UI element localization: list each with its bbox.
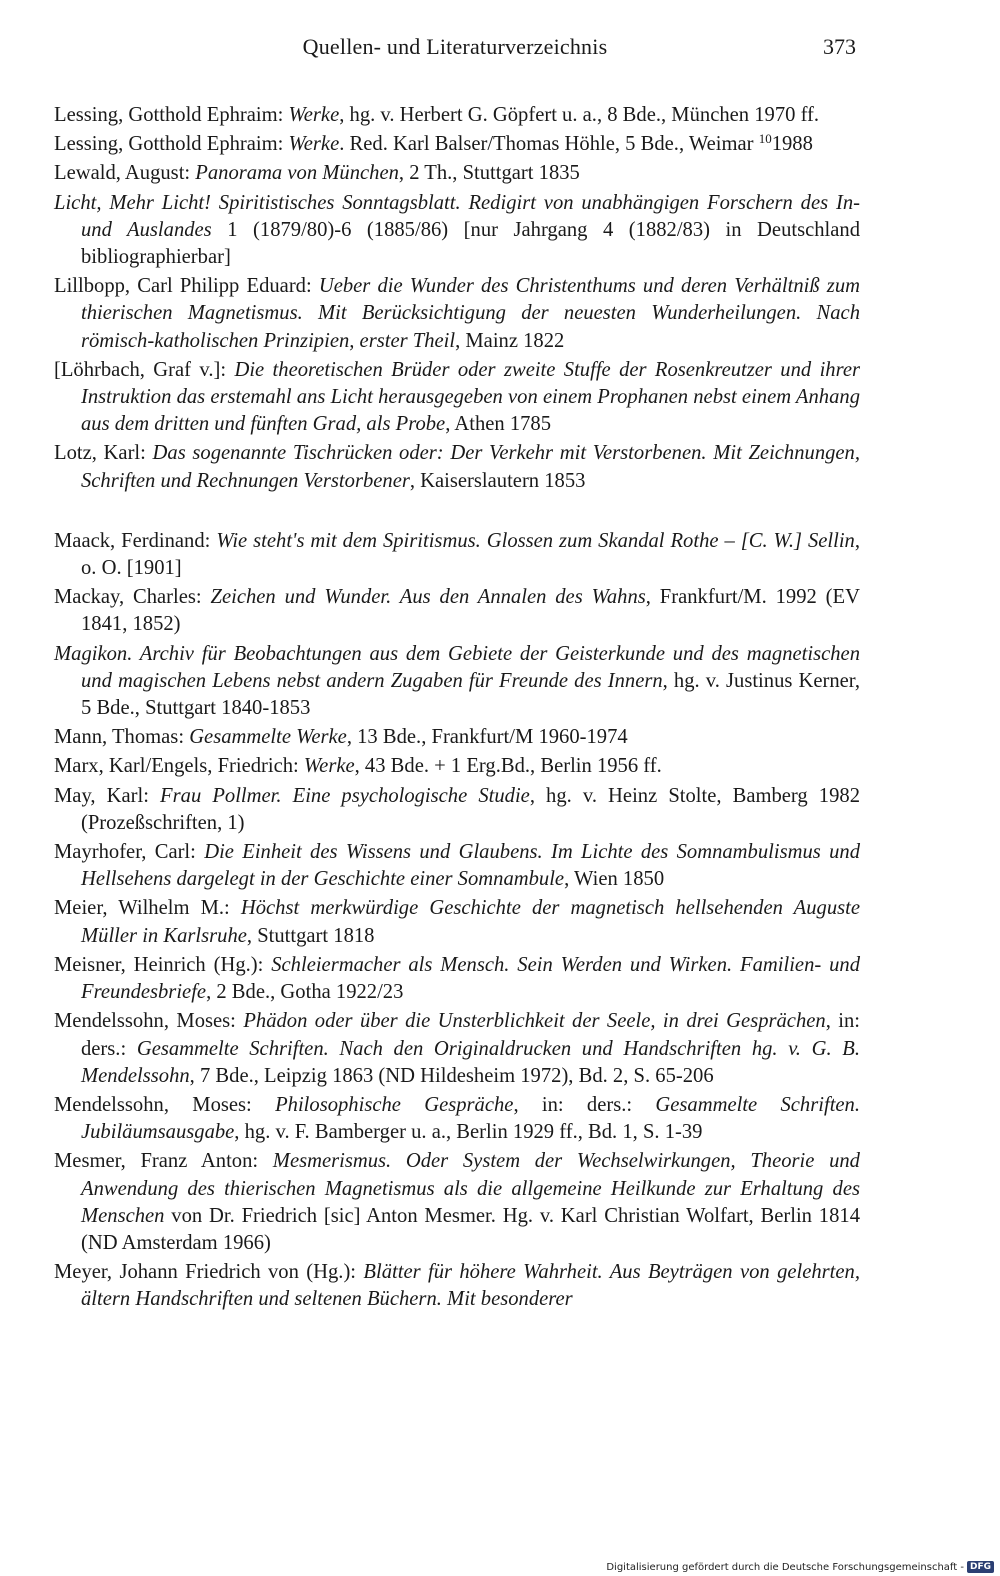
- running-title: Quellen- und Literaturverzeichnis: [302, 34, 608, 59]
- bibliography-entry: [54, 273, 860, 355]
- bibliography-entry: [54, 357, 860, 439]
- bibliography-entry: [54, 528, 860, 582]
- entry-title-italic: Licht, Mehr Licht! Spiritistisches Sonntagsblatt. Redigirt von unabhängigen Forschern des In- und Auslandes: [54, 191, 860, 241]
- entry-text: Lillbopp, Carl Philipp Eduard:: [54, 275, 319, 298]
- entry-text: , Stuttgart 1818: [246, 924, 375, 947]
- entry-title-italic: Frau Pollmer. Eine psychologische Studie: [160, 784, 530, 807]
- entry-title-italic: Die theoretischen Brüder oder zweite Stuffe der Rosenkreutzer und ihrer Instruktion das erstemahl ans Licht herausgegeben von einem Prophanen nebst einem Anhang aus dem dritten und fünften Grad, als Probe: [81, 358, 860, 436]
- bibliography-entry: [54, 584, 860, 638]
- entry-title-italic: Werke: [288, 104, 340, 126]
- entry-text: , in: ders.:: [513, 1093, 656, 1116]
- entry-text: Marx, Karl/Engels, Friedrich:: [54, 755, 304, 778]
- bibliography-entry: [54, 1148, 860, 1257]
- bibliography-list: [54, 102, 860, 1316]
- bibliography-entry: [54, 641, 860, 723]
- entry-text: Mendelssohn, Moses:: [54, 1010, 244, 1033]
- entry-title-italic: Gesammelte Werke: [189, 726, 347, 749]
- entry-text: 1988: [771, 133, 813, 156]
- entry-title-italic: Ueber die Wunder des Christenthums und deren Verhältniß zum thierischen Magnetismus. Mit Berücksichtigung der neuesten Wunderheilungen. Nach römisch-katholischen Prinzipien, erster Theil: [81, 275, 860, 352]
- entry-text: [Löhrbach, Graf v.]:: [54, 358, 235, 381]
- entry-title-italic: Blätter für höhere Wahrheit. Aus Beyträgen von gelehrten, ältern Handschriften und seltenen Büchern. Mit besonderer: [81, 1261, 860, 1311]
- dfg-logo: DFG: [967, 1561, 994, 1573]
- entry-text: , Frankfurt/M. 1992 (EV 1841, 1852): [81, 586, 860, 636]
- bibliography-entry: [54, 131, 860, 158]
- entry-title-italic: Panorama von München: [195, 162, 399, 185]
- entry-text: von Dr. Friedrich [sic] Anton Mesmer. Hg. v. Karl Christian Wolfart, Berlin 1814 (ND Amsterdam 1966): [81, 1204, 860, 1254]
- entry-text: , 2 Th., Stuttgart 1835: [398, 162, 580, 185]
- entry-text: Mackay, Charles:: [54, 586, 211, 609]
- bibliography-entry: [54, 952, 860, 1006]
- page-number: 373: [823, 34, 856, 59]
- entry-text: , hg. v. Justinus Kerner, 5 Bde., Stuttgart 1840-1853: [81, 669, 860, 720]
- entry-text: Lotz, Karl:: [54, 442, 153, 465]
- entry-text: , hg. v. Heinz Stolte, Bamberg 1982 (Prozeßschriften, 1): [81, 784, 860, 834]
- bibliography-entry: [54, 1092, 860, 1146]
- entry-text: , Wien 1850: [564, 868, 665, 891]
- entry-text: , hg. v. Herbert G. Göpfert u. a., 8 Bde., München 1970 ff.: [339, 104, 820, 126]
- entry-title-italic: Die Einheit des Wissens und Glaubens. Im Lichte des Somnambulismus und Hellsehens dargelegt in der Geschichte einer Somnambule: [81, 841, 860, 891]
- bibliography-entry: [54, 1259, 860, 1313]
- page-header: [50, 34, 860, 66]
- entry-text: , o. O. [1901]: [81, 529, 860, 580]
- bibliography-entry: [54, 1008, 860, 1090]
- entry-text: Meier, Wilhelm M.:: [54, 897, 241, 920]
- entry-text: , 2 Bde., Gotha 1922/23: [206, 981, 404, 1004]
- bibliography-entry: [54, 839, 860, 893]
- entry-text: Meyer, Johann Friedrich von (Hg.):: [54, 1261, 364, 1284]
- entry-text: , Kaiserslautern 1853: [409, 469, 586, 492]
- entry-title-italic: Phädon oder über die Unsterblichkeit der Seele, in drei Gesprächen: [243, 1010, 826, 1033]
- entry-text: , Athen 1785: [445, 413, 552, 436]
- bibliography-entry: [54, 160, 860, 187]
- entry-title-italic: Gesammelte Schriften. Nach den Originaldrucken und Handschriften hg. v. G. B. Mendelssohn: [81, 1037, 860, 1087]
- bibliography-entry: [54, 724, 860, 751]
- entry-text: . Red. Karl Balser/Thomas Höhle, 5 Bde., Weimar: [339, 133, 759, 156]
- entry-title-italic: Höchst merkwürdige Geschichte der magnetisch hellsehenden Auguste Müller in Karlsruhe: [81, 897, 860, 947]
- entry-text: Mann, Thomas:: [54, 726, 190, 749]
- entry-text: , Mainz 1822: [455, 329, 565, 352]
- bibliography-entry: [54, 440, 860, 494]
- entry-text: , in: ders.:: [81, 1010, 860, 1060]
- entry-text: , 13 Bde., Frankfurt/M 1960-1974: [346, 726, 628, 749]
- entry-title-italic: Mesmerismus. Oder System der Wechselwirkungen, Theorie und Anwendung des thierischen Magnetismus als die allgemeine Heilkunde zur Erhaltung des Menschen: [81, 1150, 860, 1227]
- bibliography-entry: [54, 102, 860, 129]
- entry-text: Lessing, Gotthold Ephraim:: [54, 104, 289, 126]
- entry-text: 1 (1879/80)-6 (1885/86) [nur Jahrgang 4 (1882/83) in Deutschland bibliographierbar]: [81, 218, 860, 269]
- entry-text: , 7 Bde., Leipzig 1863 (ND Hildesheim 1972), Bd. 2, S. 65-206: [189, 1064, 714, 1087]
- bibliography-entry: [54, 753, 860, 780]
- entry-title-italic: Wie steht's mit dem Spiritismus. Glossen zum Skandal Rothe – [C. W.] Sellin: [216, 529, 855, 552]
- entry-title-italic: Gesammelte Schriften. Jubiläumsausgabe: [81, 1093, 860, 1144]
- entry-text: Mayrhofer, Carl:: [54, 841, 205, 864]
- entry-title-italic: Magikon. Archiv für Beobachtungen aus dem Gebiete der Geisterkunde und des magnetischen und magischen Lebens nebst andern Zugaben für Freunde des Innern: [54, 642, 860, 692]
- bibliography-entry: [54, 895, 860, 949]
- entry-title-italic: Werke: [303, 755, 355, 778]
- entry-text: , 43 Bde. + 1 Erg.Bd., Berlin 1956 ff.: [354, 755, 662, 778]
- entry-title-italic: Das sogenannte Tischrücken oder: Der Verkehr mit Verstorbenen. Mit Zeichnungen, Schriften und Rechnungen Verstorbener: [81, 442, 860, 492]
- edition-superscript: 10: [758, 131, 772, 147]
- entry-text: Mesmer, Franz Anton:: [54, 1150, 273, 1173]
- bibliography-entry: [54, 783, 860, 837]
- entry-text: Meisner, Heinrich (Hg.):: [54, 953, 272, 976]
- entry-title-italic: Schleiermacher als Mensch. Sein Werden und Wirken. Familien- und Freundesbriefe: [81, 953, 860, 1004]
- entry-text: Lewald, August:: [54, 162, 196, 185]
- entry-title-italic: Philosophische Gespräche: [275, 1093, 514, 1116]
- entry-title-italic: Zeichen und Wunder. Aus den Annalen des Wahns: [210, 586, 646, 609]
- entry-text: Maack, Ferdinand:: [54, 529, 217, 552]
- entry-title-italic: Werke: [288, 133, 340, 156]
- entry-text: May, Karl:: [54, 784, 161, 807]
- entry-text: Lessing, Gotthold Ephraim:: [54, 133, 289, 156]
- entry-text: , hg. v. F. Bamberger u. a., Berlin 1929 ff., Bd. 1, S. 1-39: [234, 1121, 703, 1144]
- bibliography-entry: [54, 190, 860, 272]
- entry-text: Mendelssohn, Moses:: [54, 1093, 276, 1116]
- digitization-credit: [606, 1561, 994, 1573]
- credit-text: Digitalisierung gefördert durch die Deutsche Forschungsgemeinschaft -: [606, 1561, 964, 1573]
